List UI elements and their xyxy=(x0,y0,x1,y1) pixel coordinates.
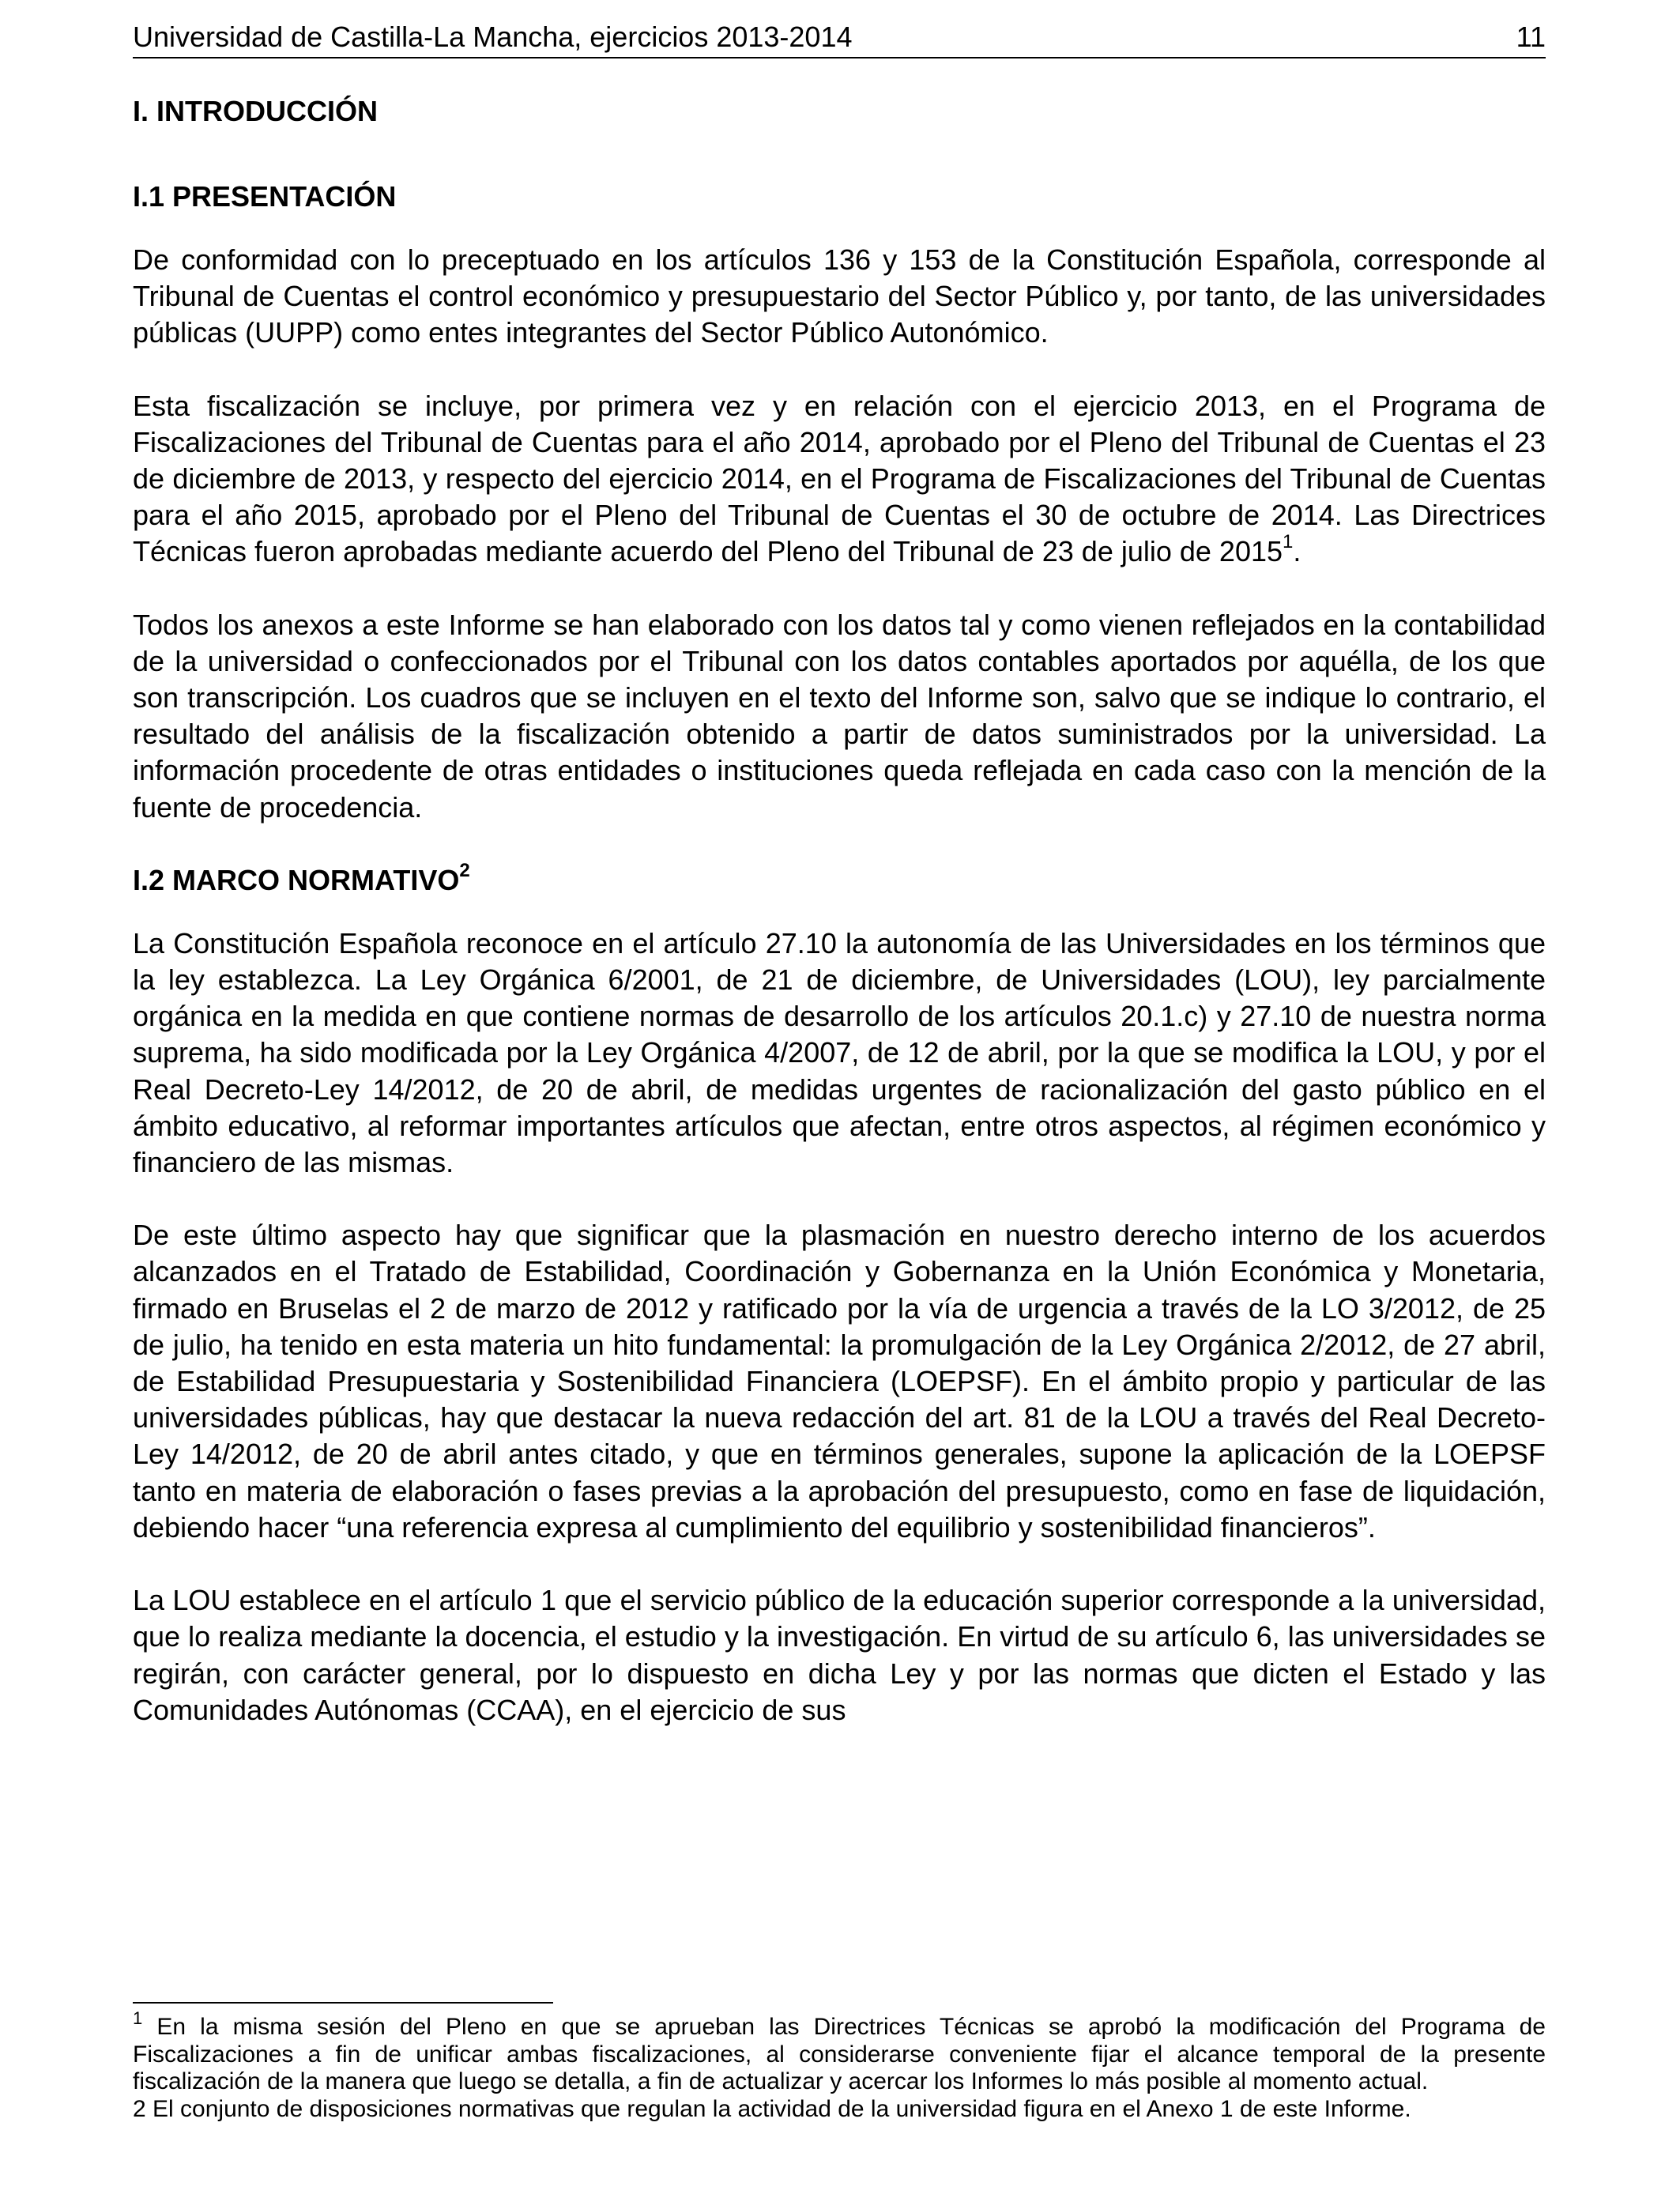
footnote-ref-1[interactable]: 1 xyxy=(1283,531,1294,553)
paragraph-2-end: . xyxy=(1293,535,1301,568)
footnote-1-mark: 1 xyxy=(133,2008,143,2028)
footnote-1-text: En la misma sesión del Pleno en que se aprueban las Directrices Técnicas se aprobó la modificación del Programa de Fiscalizaciones a fin de unificar ambas fiscalizaciones, al considerarse conveniente fijar el alcance temporal de la presente fiscalización de la manera que luego se detalla, a fin de actualizar y acercar los Informes lo más posible al momento actual. xyxy=(133,2014,1546,2094)
section-heading-presentacion: I.1 PRESENTACIÓN xyxy=(133,180,397,213)
section-heading-introduccion: I. INTRODUCCIÓN xyxy=(133,95,378,127)
paragraph-1: De conformidad con lo preceptuado en los artículos 136 y 153 de la Constitución Española, corresponde al Tribunal de Cuentas el control económico y presupuestario del Sector Público y, por tanto, de las universidades públicas (UUPP) como entes integrantes del Sector Público Autonómico. xyxy=(133,243,1546,349)
footnote-separator xyxy=(133,2002,553,2004)
document-body xyxy=(133,93,1546,1765)
section-heading-marco-text: I.2 MARCO NORMATIVO xyxy=(133,863,460,896)
page-number: 11 xyxy=(1516,21,1546,53)
header-title: Universidad de Castilla-La Mancha, ejercicios 2013-2014 xyxy=(133,21,853,53)
footnote-1 xyxy=(133,2008,1546,2096)
footnote-2: 2 El conjunto de disposiciones normativas que regulan la actividad de la universidad figura en el Anexo 1 de este Informe. xyxy=(133,2095,1411,2122)
page-header xyxy=(133,17,1546,58)
section-heading-marco-normativo xyxy=(133,859,1546,899)
footnote-ref-2[interactable]: 2 xyxy=(459,859,470,881)
paragraph-3: Todos los anexos a este Informe se han elaborado con los datos tal y como vienen reflejados en la contabilidad de la universidad o confeccionados por el Tribunal con los datos contables aportados por aquélla, de los que son transcripción. Los cuadros que se incluyen en el texto del Informe son, salvo que se indique lo contrario, el resultado del análisis de la fiscalización obtenido a partir de datos suministrados por la universidad. La información procedente de otras entidades o instituciones queda reflejada en cada caso con la mención de la fuente de procedencia. xyxy=(133,608,1546,824)
paragraph-6: La LOU establece en el artículo 1 que el servicio público de la educación superior corresponde a la universidad, que lo realiza mediante la docencia, el estudio y la investigación. En virtud de su artículo 6, las universidades se regirán, con carácter general, por lo dispuesto en dicha Ley y por las normas que dicten el Estado y las Comunidades Autónomas (CCAA), en el ejercicio de sus xyxy=(133,1584,1546,1726)
paragraph-2-text: Esta fiscalización se incluye, por primera vez y en relación con el ejercicio 2013, en el Programa de Fiscalizaciones del Tribunal de Cuentas para el año 2014, aprobado por el Pleno del Tribunal de Cuentas el 23 de diciembre de 2013, y respecto del ejercicio 2014, en el Programa de Fiscalizaciones del Tribunal de Cuentas para el año 2015, aprobado por el Pleno del Tribunal de Cuentas el 30 de octubre de 2014. Las Directrices Técnicas fueron aprobadas mediante acuerdo del Pleno del Tribunal de 23 de julio de 2015 xyxy=(133,389,1546,568)
paragraph-2 xyxy=(133,388,1546,571)
footnotes xyxy=(133,2008,1546,2123)
paragraph-5: De este último aspecto hay que significar que la plasmación en nuestro derecho interno de los acuerdos alcanzados en el Tratado de Estabilidad, Coordinación y Gobernanza en la Unión Económica y Monetaria, firmado en Bruselas el 2 de marzo de 2012 y ratificado por la vía de urgencia a través de la LO 3/2012, de 25 de julio, ha tenido en esta materia un hito fundamental: la promulgación de la Ley Orgánica 2/2012, de 27 abril, de Estabilidad Presupuestaria y Sostenibilidad Financiera (LOEPSF). En el ámbito propio y particular de las universidades públicas, hay que destacar la nueva redacción del art. 81 de la LOU a través del Real Decreto-Ley 14/2012, de 20 de abril antes citado, y que en términos generales, supone la aplicación de la LOEPSF tanto en materia de elaboración o fases previas a la aprobación del presupuesto, como en fase de liquidación, debiendo hacer “una referencia expresa al cumplimiento del equilibrio y sostenibilidad financieros”. xyxy=(133,1219,1546,1544)
paragraph-4: La Constitución Española reconoce en el artículo 27.10 la autonomía de las Universidades en los términos que la ley establezca. La Ley Orgánica 6/2001, de 21 de diciembre, de Universidades (LOU), ley parcialmente orgánica en la medida en que contiene normas de desarrollo de los artículos 20.1.c) y 27.10 de nuestra norma suprema, ha sido modificada por la Ley Orgánica 4/2007, de 12 de abril, por la que se modifica la LOU, y por el Real Decreto-Ley 14/2012, de 20 de abril, de medidas urgentes de racionalización del gasto público en el ámbito educativo, al reformar importantes artículos que afectan, entre otros aspectos, al régimen económico y financiero de las mismas. xyxy=(133,926,1546,1179)
